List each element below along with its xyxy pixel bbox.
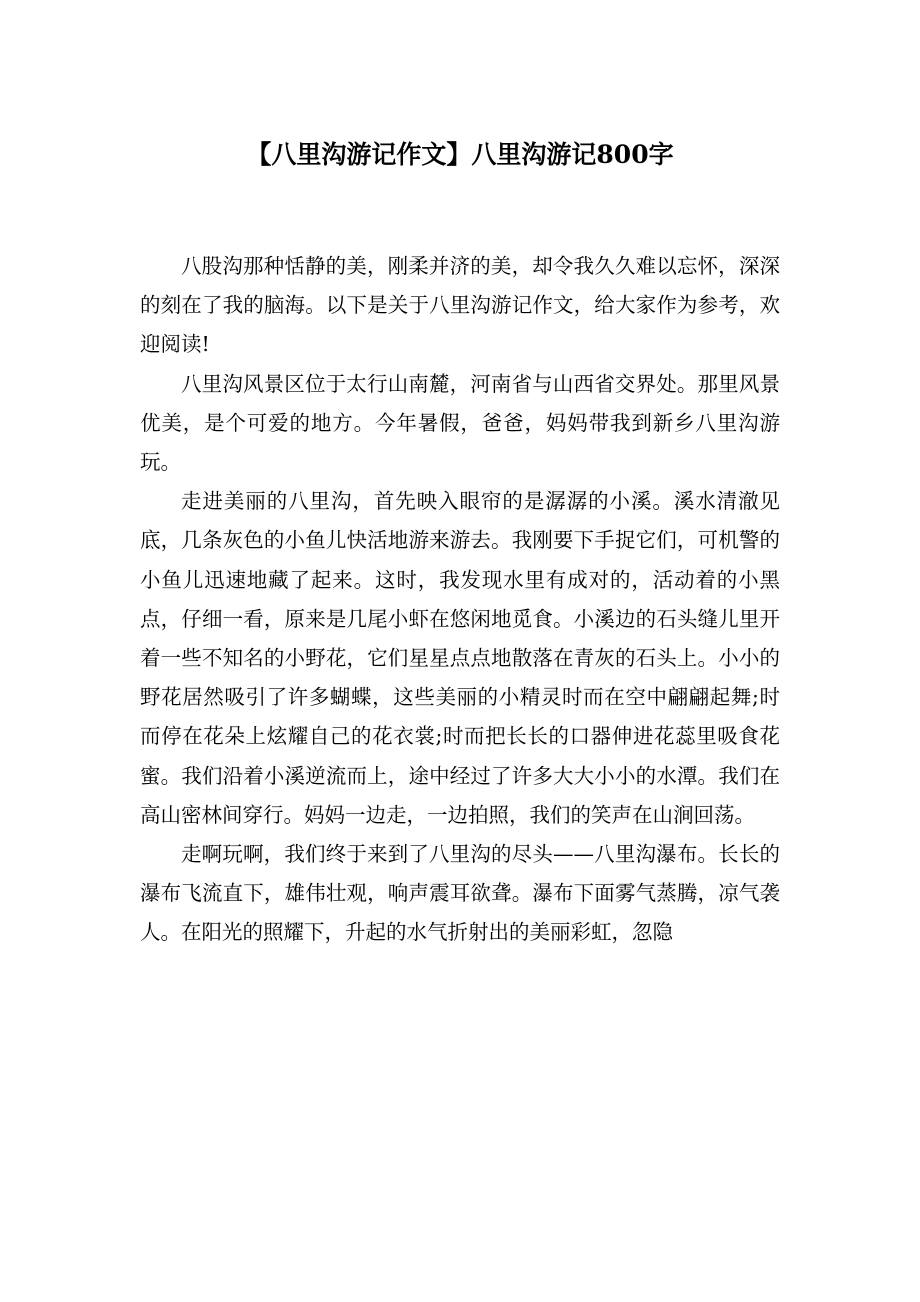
paragraph-stream: 走进美丽的八里沟，首先映入眼帘的是潺潺的小溪。溪水清澈见底，几条灰色的小鱼儿快活地游来游去。我刚要下手捉它们，可机警的小鱼儿迅速地藏了起来。这时，我发现水里有成对的，活动着的小黑点，仔细一看，原来是几尾小虾在悠闲地觅食。小溪边的石头缝儿里开着一些不知名的小野花，它们星星点点地散落在青灰的石头上。小小的野花居然吸引了许多蝴蝶，这些美丽的小精灵时而在空中翩翩起舞;时而停在花朵上炫耀自己的花衣裳;时而把长长的口器伸进花蕊里吸食花蜜。我们沿着小溪逆流而上，途中经过了许多大大小小的水潭。我们在高山密林间穿行。妈妈一边走，一边拍照，我们的笑声在山涧回荡。 [140,489,780,827]
paragraph-waterfall: 走啊玩啊，我们终于来到了八里沟的尽头——八里沟瀑布。长长的瀑布飞流直下，雄伟壮观，响声震耳欲聋。瀑布下面雾气蒸腾，凉气袭人。在阳光的照耀下，升起的水气折射出的美丽彩虹，忽隐 [140,842,780,945]
document-body [140,247,780,953]
paragraph-intro: 八股沟那种恬静的美，刚柔并济的美，却令我久久难以忘怀，深深的刻在了我的脑海。以下是关于八里沟游记作文，给大家作为参考，欢迎阅读! [140,254,780,357]
paragraph-location: 八里沟风景区位于太行山南麓，河南省与山西省交界处。那里风景优美，是个可爱的地方。今年暑假，爸爸，妈妈带我到新乡八里沟游玩。 [140,371,780,475]
document-title: 【八里沟游记作文】八里沟游记800字 [246,140,674,169]
